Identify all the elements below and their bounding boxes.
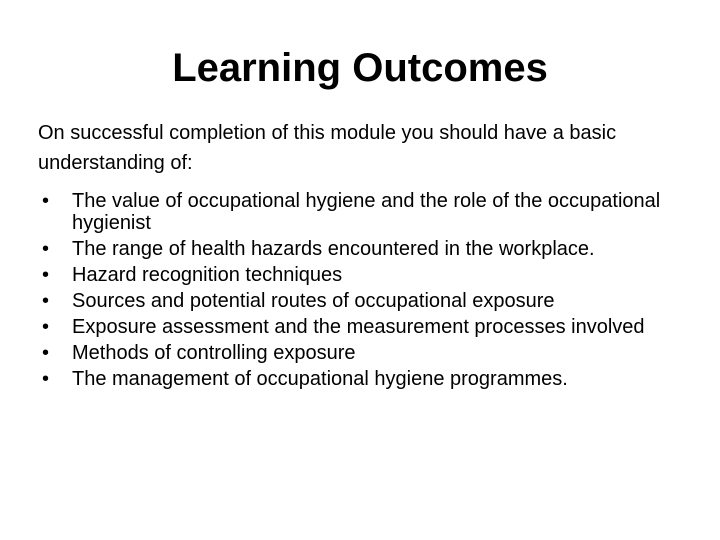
list-item-text: Sources and potential routes of occupational exposure <box>72 290 555 312</box>
bullet-icon: • <box>42 342 50 364</box>
list-item <box>38 290 688 312</box>
list-item <box>38 238 688 260</box>
list-item-text: Methods of controlling exposure <box>72 342 356 364</box>
list-item <box>38 264 688 286</box>
list-item <box>38 342 688 364</box>
list-item <box>38 368 688 390</box>
intro-text: On successful completion of this module you should have a basic understanding of: <box>38 122 617 174</box>
bullet-icon: • <box>42 238 50 260</box>
bullet-icon: • <box>42 290 50 312</box>
bullet-icon: • <box>42 316 50 338</box>
bullet-icon: • <box>42 368 50 390</box>
slide-title: Learning Outcomes <box>172 46 548 90</box>
learning-outcomes-list <box>38 190 688 394</box>
list-item-text: The range of health hazards encountered in the workplace. <box>72 238 595 260</box>
bullet-icon: • <box>42 190 50 212</box>
list-item <box>38 190 688 234</box>
list-item-text: The management of occupational hygiene programmes. <box>72 368 568 390</box>
list-item-text: Hazard recognition techniques <box>72 264 343 286</box>
list-item <box>38 316 688 338</box>
bullet-icon: • <box>42 264 50 286</box>
list-item-text: The value of occupational hygiene and the role of the occupational hygienist <box>72 190 661 234</box>
list-item-text: Exposure assessment and the measurement processes involved <box>72 316 645 338</box>
